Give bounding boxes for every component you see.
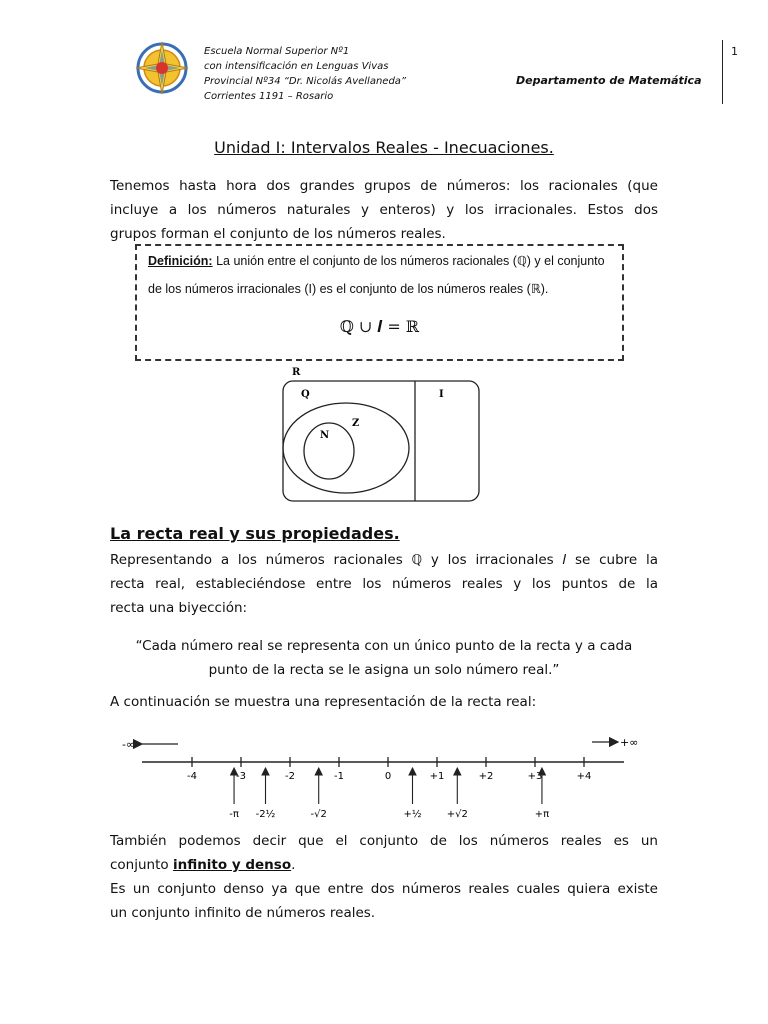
section-heading: La recta real y sus propiedades. [110,524,400,543]
section-line: Representando a los números racionales ℚ y los irracionales 𝐼 se cubre la [110,552,658,568]
mark-label: +½ [403,809,422,820]
set-z-ellipse [283,403,409,493]
real-number-line [112,722,639,820]
label-i: I [439,389,444,400]
header-divider [722,40,723,104]
tick-label: +1 [429,771,445,782]
continuation-paragraph [110,690,658,714]
minus-infinity-label: -∞ [122,738,136,751]
mark-label: +π [534,809,550,820]
department-name: Departamento de Matemática [516,74,702,87]
emphasis-infinito-denso: infinito y denso [172,857,292,873]
closing-line-2 [110,853,658,877]
definition-text-1: La unión entre el conjunto de los números racionales (ℚ) y el conjunto [212,254,605,268]
continuation-line: A continuación se muestra una representación de la recta real: [110,694,537,710]
section-paragraph [110,548,658,620]
tick-label: +3 [527,771,543,782]
quote-line: “Cada número real se representa con un único punto de la recta y a cada [135,638,633,654]
definition-label: Definición: [148,254,213,268]
page-number: 1 [731,45,738,58]
label-z: Z [352,418,360,429]
intro-paragraph [110,174,658,246]
school-info [204,44,406,104]
label-r: R [292,367,301,378]
quote-block [110,634,658,682]
tick-label: +2 [478,771,494,782]
definition-box [135,244,624,361]
plus-infinity-label: +∞ [620,736,639,749]
venn-diagram [278,364,484,504]
tick-label: -4 [187,771,197,782]
closing-text: conjunto [110,857,173,873]
intro-line: grupos forman el conjunto de los números reales. [110,226,446,242]
school-logo-icon [134,40,190,96]
set-r-box [283,381,479,501]
definition-line-1 [148,253,605,268]
definition-formula: ℚ ∪ 𝑰 = ℝ [339,317,420,336]
closing-line: un conjunto infinito de números reales. [110,905,376,921]
tick-label: +4 [576,771,592,782]
school-line-2: con intensificación en Lenguas Vivas [204,61,389,72]
intro-line: incluye a los números naturales y enteros) y los irracionales. Estos dos [110,202,658,218]
tick-label: 0 [384,771,392,782]
label-q: Q [301,389,310,400]
quote-line: punto de la recta se le asigna un solo número real.” [208,662,560,678]
school-line-4: Corrientes 1191 – Rosario [204,91,334,102]
mark-label: -√2 [310,809,327,820]
intro-line: Tenemos hasta hora dos grandes grupos de números: los racionales (que [110,178,658,194]
section-line: recta real, estableciéndose entre los números reales y los puntos de la [110,576,658,592]
tick-label: -2 [285,771,295,782]
mark-label: -2½ [255,809,276,820]
closing-period: . [291,857,296,873]
mark-label: +√2 [446,809,468,820]
closing-paragraph [110,829,658,925]
definition-line-2: de los números irracionales (I) es el conjunto de los números reales (ℝ). [148,282,549,296]
tick-label: -3 [236,771,246,782]
school-line-3: Provincial Nº34 “Dr. Nicolás Avellaneda” [204,76,407,87]
closing-line: Es un conjunto denso ya que entre dos números reales cuales quiera existe [110,881,658,897]
closing-line: También podemos decir que el conjunto de los números reales es un [110,833,658,849]
school-line-1: Escuela Normal Superior Nº1 [204,46,350,57]
section-line: recta una biyección: [110,600,248,616]
mark-label: -π [229,809,239,820]
tick-group [187,757,591,782]
tick-label: -1 [334,771,344,782]
label-n: N [320,430,330,441]
page-title: Unidad I: Intervalos Reales - Inecuaciones. [214,138,554,157]
